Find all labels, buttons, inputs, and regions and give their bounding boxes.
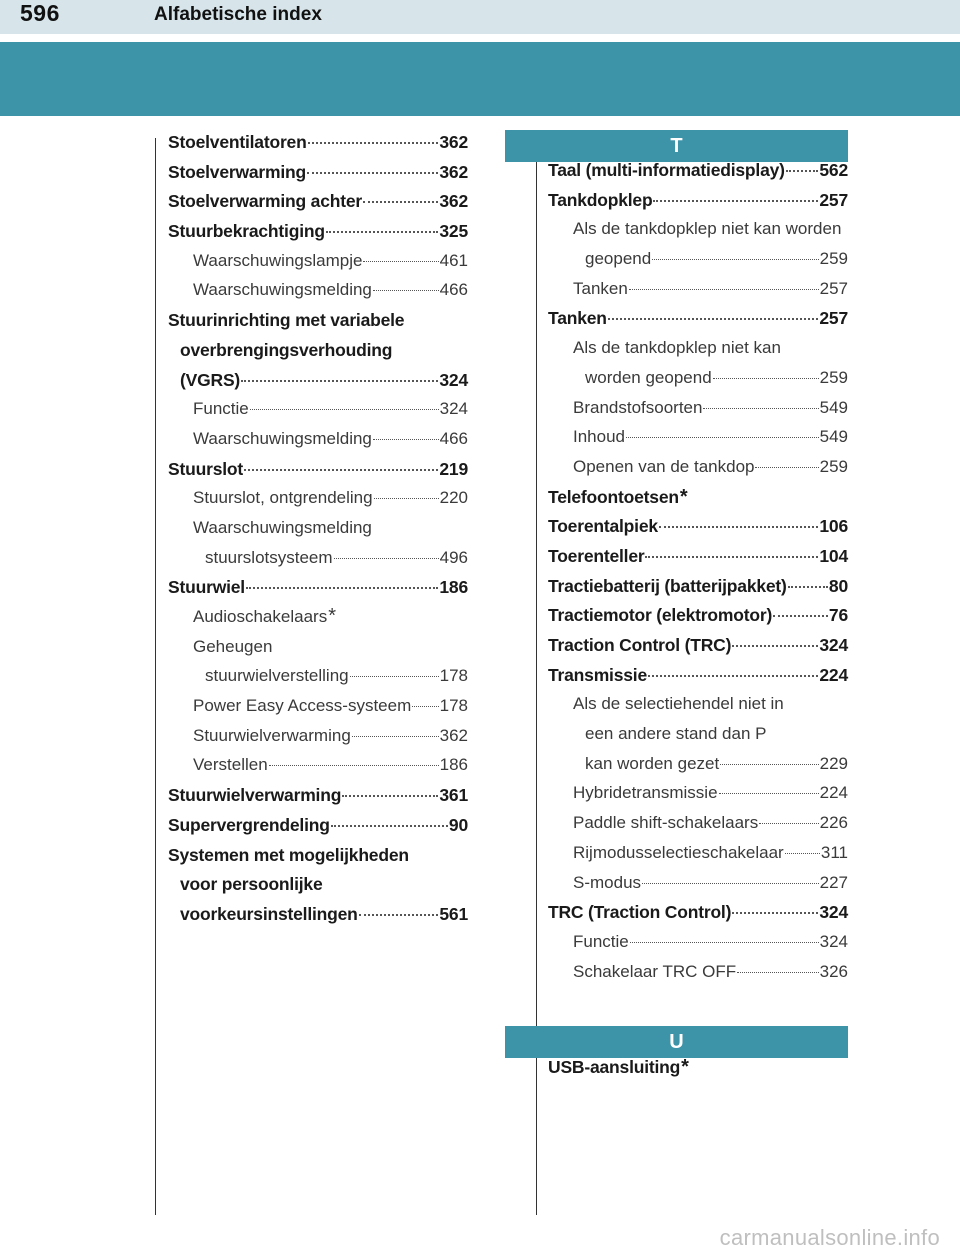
index-entry-text: geopend (585, 249, 652, 269)
index-entry-text: Waarschuwingslampje (193, 250, 363, 270)
index-entry (168, 191, 468, 221)
index-entry-text: Stuurbekrachtiging (168, 221, 325, 242)
page-reference[interactable]: 178 (439, 666, 468, 686)
index-entry-text: Waarschuwingsmelding (193, 428, 372, 448)
page-reference[interactable]: 362 (439, 161, 468, 182)
page-reference[interactable]: 561 (439, 903, 468, 924)
index-entry (168, 548, 468, 578)
index-entry (548, 665, 848, 695)
index-entry-text: Toerentalpiek (548, 516, 658, 537)
dot-leader (363, 201, 438, 203)
index-entry (548, 190, 848, 220)
dot-leader (785, 853, 820, 854)
index-entry (548, 605, 848, 635)
index-entry (168, 251, 468, 281)
index-entry (548, 843, 848, 873)
page-reference[interactable]: 466 (439, 428, 468, 448)
section-header-t: T (505, 130, 848, 162)
index-left-column (168, 132, 468, 934)
index-section-u (548, 1057, 848, 1087)
index-entry-text: Waarschuwingsmelding (193, 280, 372, 300)
index-entry (168, 132, 468, 162)
index-entry-text: Stuurinrichting met variabele (168, 310, 405, 331)
index-entry (168, 815, 468, 845)
index-entry (168, 310, 468, 340)
index-entry-text: Functie (573, 931, 629, 951)
index-entry-text: Toerenteller (548, 545, 645, 566)
page-reference[interactable]: 324 (439, 369, 468, 390)
index-entry-text: Brandstofsoorten (573, 397, 703, 417)
dot-leader (645, 556, 818, 558)
page-reference[interactable]: 324 (439, 399, 468, 419)
dot-leader (626, 437, 819, 438)
index-entry (168, 577, 468, 607)
index-entry (548, 368, 848, 398)
dot-leader (732, 645, 818, 647)
index-entry-text: kan worden gezet (585, 753, 720, 773)
page-reference[interactable]: 220 (439, 488, 468, 508)
index-entry (168, 280, 468, 310)
page-reference[interactable]: 186 (439, 755, 468, 775)
dot-leader (326, 231, 439, 233)
dot-leader (652, 259, 818, 260)
dot-leader (755, 467, 818, 468)
left-column-rule (155, 138, 156, 1215)
index-entry-text: voorkeursinstellingen (180, 903, 358, 924)
dot-leader (713, 378, 819, 379)
index-entry (548, 754, 848, 784)
page-reference[interactable]: 229 (819, 753, 848, 773)
index-entry-text: worden geopend (585, 367, 712, 387)
dot-leader (342, 795, 438, 797)
dot-leader (307, 172, 438, 174)
header-band (0, 42, 960, 116)
page-title: Alfabetische index (154, 4, 322, 25)
index-entry-text: voor persoonlijke (180, 874, 323, 895)
section-header-u: U (505, 1026, 848, 1058)
index-entry (548, 249, 848, 279)
page-reference[interactable]: 361 (439, 785, 468, 806)
index-entry: USB-aansluiting * (548, 1056, 689, 1078)
index-entry-text: Functie (193, 399, 249, 419)
index-entry-text: Audioschakelaars (193, 607, 328, 626)
dot-leader (720, 764, 818, 765)
dot-leader (737, 972, 819, 973)
page-number: 596 (20, 0, 60, 26)
page-reference[interactable]: 224 (819, 783, 848, 803)
page-reference[interactable]: 76 (828, 605, 848, 626)
dot-leader (759, 823, 818, 824)
index-entry-text: Openen van de tankdop (573, 456, 755, 476)
dot-leader (374, 498, 439, 499)
page-reference[interactable]: 104 (819, 545, 848, 566)
dot-leader (732, 912, 818, 914)
index-entry (168, 429, 468, 459)
page-reference[interactable]: 466 (439, 280, 468, 300)
dot-leader (352, 736, 439, 737)
dot-leader (642, 883, 819, 884)
page-reference[interactable]: 311 (820, 842, 848, 862)
index-entry (548, 398, 848, 428)
index-entry (548, 635, 848, 665)
index-entry-text: Power Easy Access-systeem (193, 696, 412, 716)
dot-leader (786, 170, 819, 172)
page-reference[interactable]: 549 (819, 397, 848, 417)
dot-leader (788, 586, 828, 588)
index-entry (168, 726, 468, 756)
index-entry-text: stuurslotsysteem (205, 547, 333, 567)
index-entry-text: Als de tankdopklep niet kan worden (573, 219, 842, 239)
index-entry-text: Stoelverwarming achter (168, 191, 363, 212)
index-entry (548, 338, 848, 368)
dot-leader (773, 615, 828, 617)
index-entry (548, 813, 848, 843)
dot-leader (331, 825, 448, 827)
index-entry-text: Verstellen (193, 755, 268, 775)
index-entry-text: Inhoud (573, 427, 625, 447)
page-reference[interactable]: 326 (819, 961, 848, 981)
page-reference[interactable]: 259 (819, 249, 848, 269)
index-entry (548, 219, 848, 249)
page-reference[interactable]: 227 (819, 872, 848, 892)
page-reference[interactable]: 186 (439, 577, 468, 598)
index-entry (168, 162, 468, 192)
index-entry-text: Telefoontoetsen (548, 486, 679, 507)
dot-leader (308, 142, 439, 144)
index-entry-text: Stuurwielverwarming (193, 725, 351, 745)
index-entry (168, 459, 468, 489)
index-entry (168, 518, 468, 548)
index-entry (548, 902, 848, 932)
index-entry-text: Systemen met mogelijkheden (168, 844, 409, 865)
dot-leader (244, 469, 438, 471)
page-reference[interactable]: 257 (819, 278, 848, 298)
index-entry (548, 576, 848, 606)
index-entry-text: TRC (Traction Control) (548, 902, 732, 923)
index-entry (168, 755, 468, 785)
index-entry-text: stuurwielverstelling (205, 666, 349, 686)
header-top-bar (0, 0, 960, 34)
page-reference[interactable]: 562 (819, 160, 848, 180)
index-entry-text: overbrengingsverhouding (180, 339, 393, 360)
page-reference[interactable]: 324 (819, 902, 848, 923)
index-entry-text: Stoelverwarming (168, 161, 307, 182)
index-entry-text: Hybridetransmissie (573, 783, 718, 803)
dot-leader (363, 261, 438, 262)
index-entry-text: Taal (multi-informatiedisplay) (548, 160, 785, 180)
index-entry-text: USB-aansluiting (548, 1057, 681, 1077)
index-entry-text: Waarschuwingsmelding (193, 517, 372, 537)
index-entry (548, 932, 848, 962)
index-entry (168, 904, 468, 934)
index-entry-text: Tankdopklep (548, 189, 653, 210)
index-entry (168, 340, 468, 370)
index-entry-text: Tractiebatterij (batterijpakket) (548, 575, 787, 596)
index-entry-text: Stuurslot, ontgrendeling (193, 488, 373, 508)
index-entry (168, 874, 468, 904)
dot-leader (373, 439, 439, 440)
dot-leader (373, 290, 439, 291)
index-entry (168, 666, 468, 696)
dot-leader (659, 526, 819, 528)
index-entry (168, 399, 468, 429)
dot-leader (359, 914, 439, 916)
index-entry-text: Stoelventilatoren (168, 132, 307, 152)
index-entry-text: Schakelaar TRC OFF (573, 961, 737, 981)
page-reference[interactable]: 178 (439, 696, 468, 716)
index-entry-text: Als de tankdopklep niet kan (573, 338, 781, 358)
index-entry (168, 370, 468, 400)
index-section-t (548, 160, 848, 991)
page-reference[interactable]: 324 (819, 931, 848, 951)
dot-leader (653, 200, 818, 202)
dot-leader (629, 289, 819, 290)
index-entry (548, 546, 848, 576)
dot-leader (269, 765, 439, 766)
index-entry-text: Tractiemotor (elektromotor) (548, 605, 773, 626)
page-reference[interactable]: 549 (819, 427, 848, 447)
index-entry-text: (VGRS) (180, 369, 241, 390)
index-entry-text: Rijmodusselectieschakelaar (573, 842, 784, 862)
index-entry (548, 279, 848, 309)
index-entry-text: Tanken (573, 278, 628, 298)
page-reference[interactable]: 324 (819, 635, 848, 655)
index-entry-text: S-modus (573, 872, 642, 892)
index-entry (168, 785, 468, 815)
dot-leader (648, 675, 818, 677)
dot-leader (630, 942, 819, 943)
index-entry-text: Stuurwielverwarming (168, 785, 342, 806)
page-reference[interactable]: 259 (819, 456, 848, 476)
index-entry (548, 516, 848, 546)
page-reference[interactable]: 325 (439, 221, 468, 242)
index-entry (168, 637, 468, 667)
index-entry (548, 160, 848, 190)
dot-leader (350, 676, 439, 677)
index-entry (548, 962, 848, 992)
page-reference[interactable]: 224 (819, 664, 848, 685)
dot-leader (334, 558, 439, 559)
index-entry-text: Traction Control (TRC) (548, 635, 732, 655)
index-entry (168, 221, 468, 251)
index-entry (168, 845, 468, 875)
page-reference[interactable]: 461 (439, 250, 468, 270)
index-entry (548, 783, 848, 813)
index-entry (548, 457, 848, 487)
index-entry (168, 696, 468, 726)
page-reference[interactable]: 259 (819, 367, 848, 387)
index-entry: Audioschakelaars * (193, 605, 336, 627)
page-reference[interactable]: 257 (819, 308, 848, 329)
index-entry-text: een andere stand dan P (585, 724, 767, 744)
page-reference[interactable]: 257 (819, 189, 848, 210)
dot-leader (250, 409, 439, 410)
index-entry-text: Transmissie (548, 664, 647, 685)
page-reference[interactable]: 106 (819, 516, 848, 537)
index-entry (548, 724, 848, 754)
dot-leader (719, 793, 819, 794)
watermark: carmanualsonline.info (719, 1225, 940, 1250)
page-reference[interactable]: 90 (448, 814, 468, 835)
index-entry (548, 427, 848, 457)
index-entry-text: Stuurslot (168, 458, 244, 479)
page-reference[interactable]: 496 (439, 547, 468, 567)
index-entry-text: Geheugen (193, 636, 273, 656)
index-entry (548, 873, 848, 903)
dot-leader (703, 408, 818, 409)
dot-leader (412, 706, 438, 707)
page-reference[interactable]: 362 (439, 191, 468, 212)
index-entry-text: Tanken (548, 308, 607, 329)
index-entry-text: Stuurwiel (168, 577, 245, 598)
index-entry-text: Paddle shift-schakelaars (573, 813, 759, 833)
index-entry (168, 488, 468, 518)
index-entry: Telefoontoetsen * (548, 485, 688, 508)
page-reference[interactable]: 362 (439, 132, 468, 152)
page-reference[interactable]: 362 (439, 725, 468, 745)
page-reference[interactable]: 219 (439, 458, 468, 479)
dot-leader (246, 587, 438, 589)
index-entry-text: Supervergrendeling (168, 814, 330, 835)
dot-leader (241, 380, 438, 382)
dot-leader (608, 318, 819, 320)
index-entry (548, 694, 848, 724)
index-entry-text: Als de selectiehendel niet in (573, 694, 784, 714)
index-entry (548, 308, 848, 338)
page-reference[interactable]: 80 (828, 575, 848, 596)
page-reference[interactable]: 226 (819, 813, 848, 833)
